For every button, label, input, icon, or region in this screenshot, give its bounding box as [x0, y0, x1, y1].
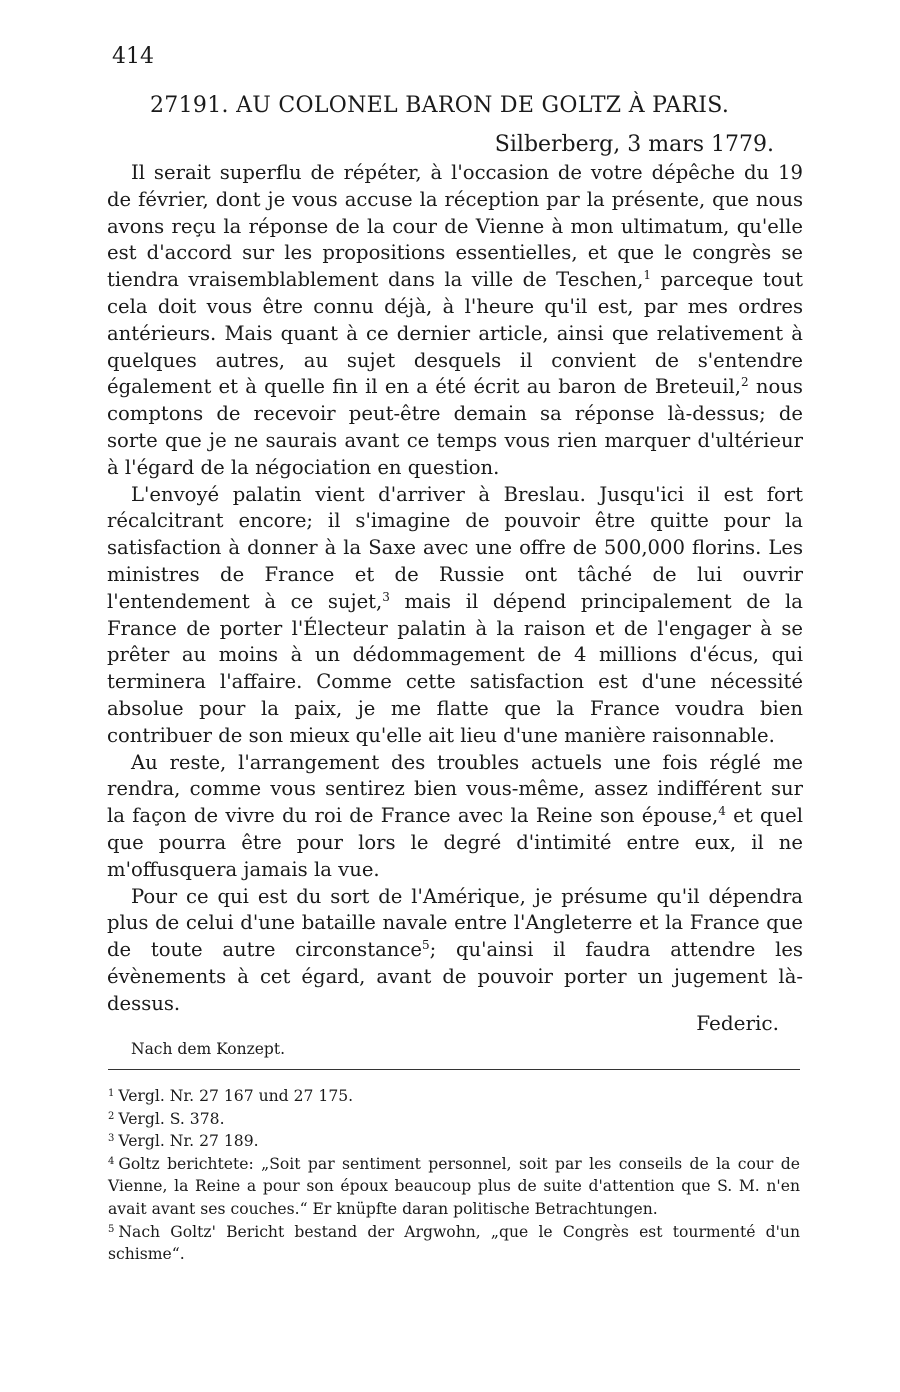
footnote-mark: 5 — [108, 1223, 115, 1235]
paragraph-text: parceque tout cela doit vous être connu déjà, à l'heure qu'il est, par mes ordres antérieurs. Mais quant à ce dernier article, ainsi que relativement à quelques autres, au sujet desquels il convient de s'entendre également et à quelle fin il en a été écrit au baron de Breteuil, — [107, 268, 803, 399]
footnote-mark: 2 — [108, 1110, 115, 1122]
footnote-reference: 1 — [643, 268, 652, 283]
footnote — [108, 1130, 800, 1153]
footnote-text: Nach Goltz' Bericht bestand der Argwohn, „que le Congrès est tourmenté d'un schisme“. — [108, 1222, 800, 1264]
footnote-mark: 4 — [108, 1155, 115, 1167]
body-paragraph — [107, 160, 803, 482]
letter-heading: 27191. AU COLONEL BARON DE GOLTZ À PARIS. — [150, 93, 730, 118]
body-paragraph — [107, 750, 803, 884]
source-note: Nach dem Konzept. — [131, 1040, 286, 1058]
footnotes — [108, 1085, 800, 1266]
footnote-text: Vergl. S. 378. — [118, 1109, 225, 1128]
footnote-reference: 2 — [741, 375, 749, 390]
signature: Federic. — [696, 1011, 779, 1035]
letter-body — [107, 160, 803, 1018]
paragraph-text: ; qu'ainsi il faudra attendre les évènements à cet égard, avant de pouvoir porter un jugement là-dessus. — [107, 938, 803, 1015]
paragraph-text: et quel que pourra être pour lors le degré d'intimité entre eux, il ne m'offusquera jamais la vue. — [107, 804, 803, 881]
footnote-text: Vergl. Nr. 27 189. — [118, 1132, 259, 1151]
paragraph-text: nous comptons de recevoir peut-être demain sa réponse là-dessus; de sorte que je ne saurais avant ce temps vous rien marquer d'ultérieur à l'égard de la négociation en question. — [107, 375, 803, 479]
footnote-divider — [108, 1069, 800, 1070]
footnote-mark: 1 — [108, 1088, 115, 1099]
footnote — [108, 1153, 800, 1221]
footnote-reference: 4 — [718, 804, 726, 819]
paragraph-text: Pour ce qui est du sort de l'Amérique, je présume qu'il dépendra plus de celui d'une bataille navale entre l'Angleterre et la France que de toute autre circonstance — [107, 884, 803, 962]
footnote-mark: 3 — [108, 1133, 115, 1145]
paragraph-text: Il serait superflu de répéter, à l'occasion de votre dépêche du 19 de février, dont je vous accuse la réception par la présente, que nous avons reçu la réponse de la cour de Vienne à mon ultimatum, qu'elle est d'accord sur les propositions essentielles, et que le congrès se tiendra vraisemblablement dans la ville de Teschen, — [107, 161, 803, 292]
page-number: 414 — [112, 44, 154, 69]
paragraph-text: Au reste, l'arrangement des troubles actuels une fois réglé me rendra, comme vous sentirez bien vous-même, assez indifférent sur la façon de vivre du roi de France avec la Reine son épouse, — [107, 750, 803, 828]
footnote — [108, 1221, 800, 1266]
footnote-reference: 5 — [421, 938, 430, 953]
body-paragraph — [107, 482, 803, 750]
dateline: Silberberg, 3 mars 1779. — [494, 132, 774, 157]
paragraph-text: L'envoyé palatin vient d'arriver à Breslau. Jusqu'ici il est fort récalcitrant encore; il s'imagine de pouvoir être quitte pour la satisfaction à donner à la Saxe avec une offre de 500,000 florins. Les ministres de France et de Russie ont tâché de lui ouvrir l'entendement à ce sujet, — [107, 482, 803, 613]
footnote-text: Vergl. Nr. 27 167 und 27 175. — [118, 1087, 354, 1105]
footnote-text: Goltz berichtete: „Soit par sentiment personnel, soit par les conseils de la cour de Vienne, la Reine a pour son époux beaucoup plus de suite d'attention que S. M. n'en avait avant ses couches.“ Er knüpfte daran politische Betrachtungen. — [108, 1154, 800, 1218]
footnote-reference: 3 — [382, 589, 390, 604]
footnote — [108, 1085, 800, 1108]
body-paragraph — [107, 884, 803, 1018]
footnote — [108, 1108, 800, 1131]
paragraph-text: mais il dépend principalement de la France de porter l'Électeur palatin à la raison et de l'engager à se prêter au moins à un dédommagement de 4 millions d'écus, qui terminera l'affaire. Comme cette satisfaction est d'une nécessité absolue pour la paix, je me flatte que la France voudra bien contribuer de son mieux qu'elle ait lieu d'une manière raisonnable. — [107, 589, 803, 747]
